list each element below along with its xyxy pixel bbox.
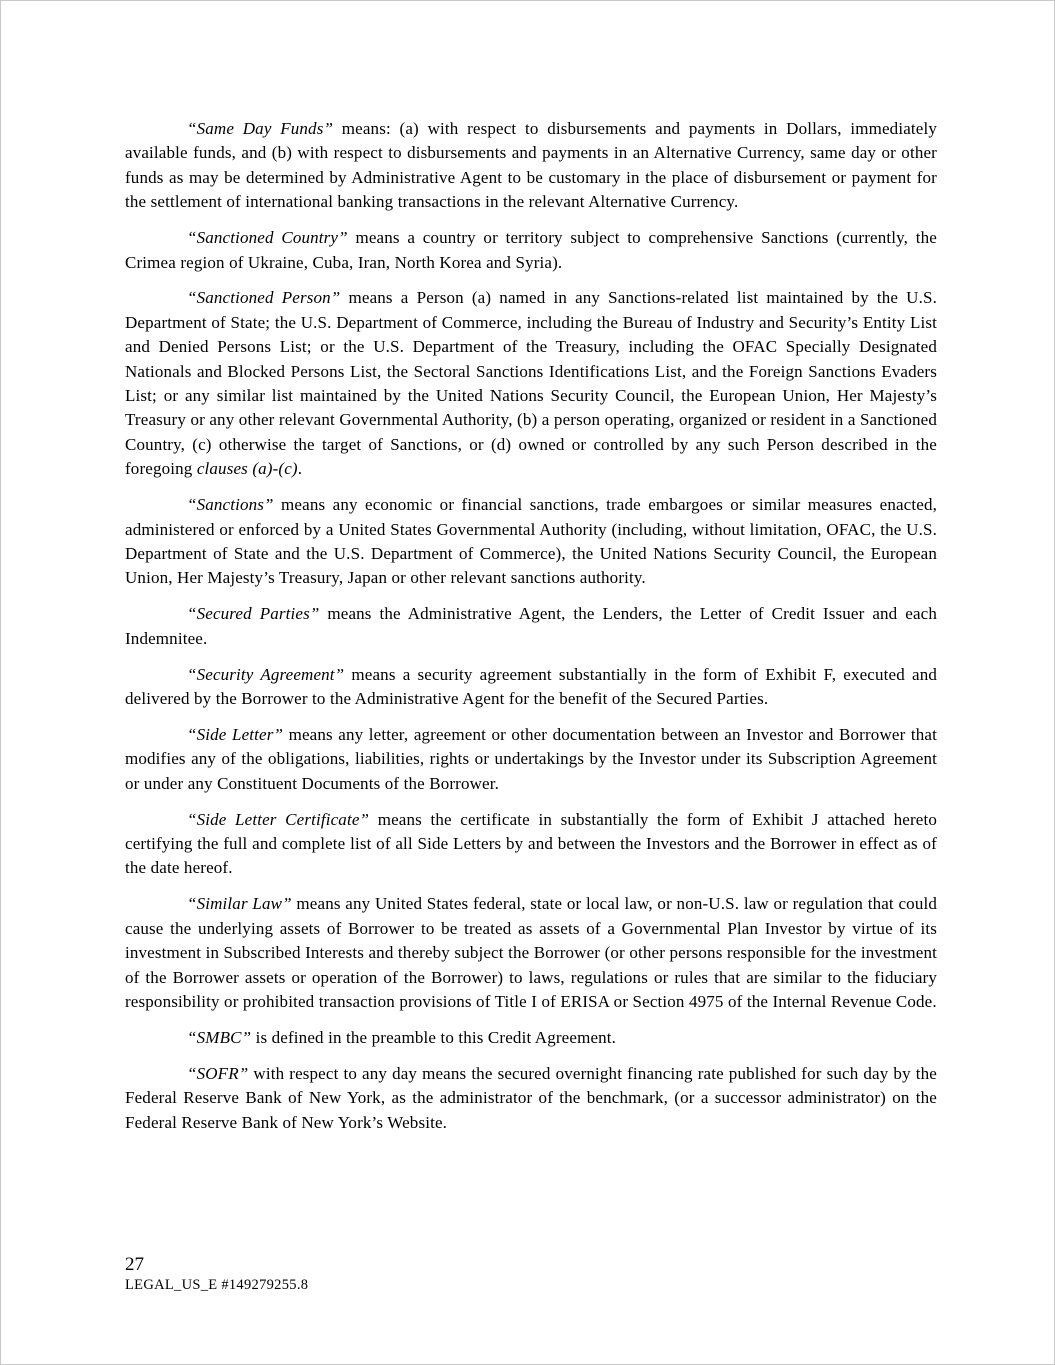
page-body-text xyxy=(125,117,937,1147)
definition-text: means: (a) with respect to disbursements and payments in Dollars, immediately available funds, and (b) with respect to disbursements and payments in an Alternative Currency, same day or other funds as may be determined by Administrative Agent to be customary in the place of disbursement or payment for the settlement of international banking transactions in the relevant Alternative Currency. xyxy=(125,119,937,212)
defined-term: “Side Letter Certificate” xyxy=(187,809,370,829)
defined-term: “Security Agreement” xyxy=(187,664,345,684)
page-number: 27 xyxy=(125,1254,144,1275)
definition-text: means a security agreement substantially in the form of Exhibit F, executed and delivered by the Borrower to the Administrative Agent for the benefit of the Secured Parties. xyxy=(125,664,937,709)
defined-term: “SOFR” xyxy=(187,1063,249,1083)
defined-term: “Sanctions” xyxy=(187,495,274,515)
definition-same-day-funds xyxy=(125,117,937,215)
definition-similar-law xyxy=(125,892,937,1014)
definition-sofr xyxy=(125,1062,937,1135)
document-id-stamp: LEGAL_US_E #149279255.8 xyxy=(125,1277,309,1293)
definition-text: . xyxy=(297,459,303,479)
definition-secured-parties xyxy=(125,602,937,651)
definition-text: means any letter, agreement or other documentation between an Investor and Borrower that modifies any of the obligations, liabilities, rights or undertakings by the Investor under its Subscription Agreement or under any Constituent Documents of the Borrower. xyxy=(125,724,937,793)
definition-text: is defined in the preamble to this Credit Agreement. xyxy=(251,1027,617,1047)
definition-text: means the Administrative Agent, the Lenders, the Letter of Credit Issuer and each Indemnitee. xyxy=(125,604,937,648)
defined-term: “Similar Law” xyxy=(187,894,292,914)
definition-sanctioned-person xyxy=(125,286,937,481)
definition-sanctions xyxy=(125,493,937,591)
definition-side-letter-certificate xyxy=(125,808,937,881)
definition-text: means any United States federal, state or local law, or non-U.S. law or regulation that could cause the underlying assets of Borrower to be treated as assets of a Governmental Plan Investor by virtue of its investment in Subscribed Interests and thereby subject the Borrower (or other persons responsible for the investment of the Borrower assets or operation of the Borrower) to laws, regulations or rules that are similar to the fiduciary responsibility or prohibited transaction provisions of Title I of ERISA or Section 4975 of the Internal Revenue Code. xyxy=(125,894,937,1011)
definition-text-emphasis: clauses (a)-(c) xyxy=(196,459,298,479)
definition-text: means a country or territory subject to comprehensive Sanctions (currently, the Crimea region of Ukraine, Cuba, Iran, North Korea and Syria). xyxy=(125,228,937,272)
defined-term: “Sanctioned Person” xyxy=(187,288,341,308)
definition-security-agreement xyxy=(125,663,937,712)
defined-term: “Side Letter” xyxy=(187,724,284,744)
defined-term: “SMBC” xyxy=(187,1027,252,1047)
definition-text: means any economic or financial sanctions, trade embargoes or similar measures enacted, administered or enforced by a United States Governmental Authority (including, without limitation, OFAC, the U.S. Department of State and the U.S. Department of Commerce), the United Nations Security Council, the European Union, Her Majesty’s Treasury, Japan or other relevant sanctions authority. xyxy=(125,495,937,588)
defined-term: “Sanctioned Country” xyxy=(187,228,348,248)
defined-term: “Secured Parties” xyxy=(187,604,320,624)
definition-text: means a Person (a) named in any Sanctions-related list maintained by the U.S. Department of State; the U.S. Department of Commerce, including the Bureau of Industry and Security’s Entity List and Denied Persons List; or the U.S. Department of the Treasury, including the OFAC Specially Designated Nationals and Blocked Persons List, the Sectoral Sanctions Identifications List, and the Foreign Sanctions Evaders List; or any similar list maintained by the United Nations Security Council, the European Union, Her Majesty’s Treasury or any other relevant Governmental Authority, (b) a person operating, organized or resident in a Sanctioned Country, (c) otherwise the target of Sanctions, or (d) owned or controlled by any such Person described in the foregoing xyxy=(125,288,937,479)
page-footer xyxy=(125,1253,308,1294)
definition-sanctioned-country xyxy=(125,226,937,275)
definition-side-letter xyxy=(125,723,937,796)
defined-term: “Same Day Funds” xyxy=(187,119,334,138)
definition-smbc xyxy=(125,1026,937,1050)
definition-text: means the certificate in substantially the form of Exhibit J attached hereto certifying the full and complete list of all Side Letters by and between the Investors and the Borrower in effect as of the date hereof. xyxy=(125,809,937,878)
definition-text: with respect to any day means the secured overnight financing rate published for such day by the Federal Reserve Bank of New York, as the administrator of the benchmark, (or a successor administrator) on the Federal Reserve Bank of New York’s Website. xyxy=(125,1063,937,1132)
